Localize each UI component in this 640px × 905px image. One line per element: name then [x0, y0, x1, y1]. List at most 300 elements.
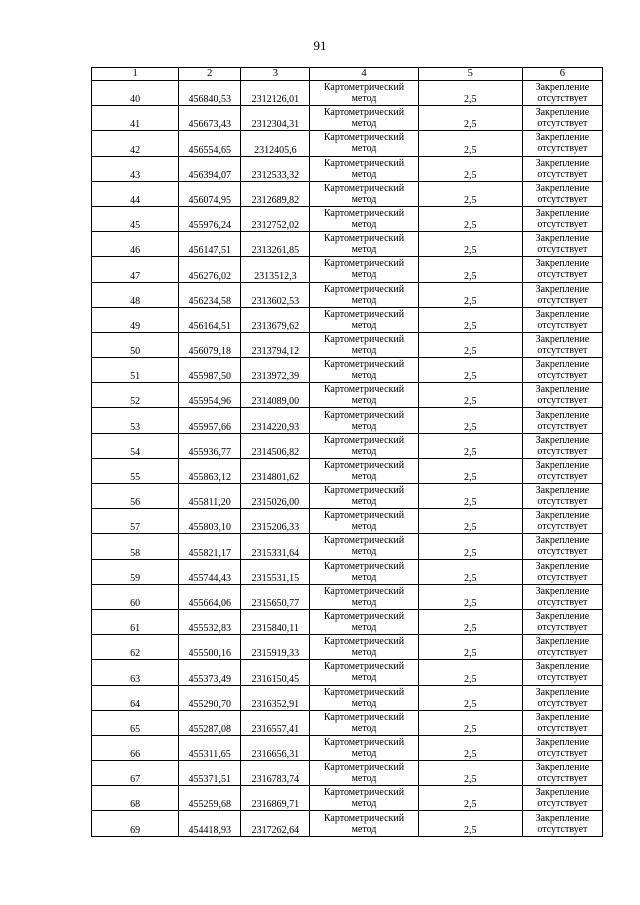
coord-x: 456079,18	[179, 332, 241, 357]
coord-x: 456394,07	[179, 156, 241, 181]
fixation-line-1: Закрепление	[535, 686, 590, 698]
method-line-2: метод	[351, 193, 377, 205]
fixation-line-1: Закрепление	[535, 359, 590, 371]
fixation-line-1: Закрепление	[535, 208, 590, 220]
fixation-line-1: Закрепление	[535, 132, 590, 144]
fixation-line-1: Закрепление	[535, 107, 590, 119]
accuracy-value: 2,5	[418, 710, 522, 735]
table-row	[92, 786, 603, 811]
fixation-line-1: Закрепление	[535, 157, 590, 169]
fixation-line-2: отсутствует	[537, 319, 588, 331]
method-line-2: метод	[351, 118, 377, 130]
fixation-line-2: отсутствует	[537, 93, 588, 105]
fixation-line-2: отсутствует	[537, 722, 588, 734]
point-number: 40	[92, 81, 179, 106]
accuracy-value: 2,5	[418, 106, 522, 131]
fixation-line-1: Закрепление	[535, 611, 590, 623]
method-cell	[310, 282, 418, 307]
fixation-cell	[522, 660, 602, 685]
method-line-2: метод	[351, 496, 377, 508]
header-col-4: 4	[310, 68, 418, 81]
coord-x: 455811,20	[179, 484, 241, 509]
fixation-line-2: отсутствует	[537, 219, 588, 231]
table-row	[92, 484, 603, 509]
point-number: 47	[92, 257, 179, 282]
method-line-2: метод	[351, 344, 377, 356]
fixation-line-1: Закрепление	[535, 485, 590, 497]
fixation-cell	[522, 811, 602, 836]
accuracy-value: 2,5	[418, 811, 522, 836]
fixation-line-2: отсутствует	[537, 596, 588, 608]
coord-y: 2313512,3	[241, 257, 310, 282]
method-cell	[310, 534, 418, 559]
fixation-line-2: отсутствует	[537, 747, 588, 759]
header-col-1: 1	[92, 68, 179, 81]
method-line-2: метод	[351, 672, 377, 684]
fixation-line-1: Закрепление	[535, 736, 590, 748]
table-row	[92, 383, 603, 408]
coord-y: 2314220,93	[241, 408, 310, 433]
method-cell	[310, 660, 418, 685]
method-line-1: Картометрический	[323, 686, 405, 698]
method-cell	[310, 559, 418, 584]
coord-y: 2315331,64	[241, 534, 310, 559]
method-cell	[310, 81, 418, 106]
fixation-cell	[522, 786, 602, 811]
method-cell	[310, 332, 418, 357]
method-line-1: Картометрический	[323, 283, 405, 295]
fixation-line-2: отсутствует	[537, 823, 588, 835]
point-number: 45	[92, 206, 179, 231]
accuracy-value: 2,5	[418, 458, 522, 483]
method-cell	[310, 206, 418, 231]
point-number: 44	[92, 181, 179, 206]
coord-y: 2312304,31	[241, 106, 310, 131]
table-row	[92, 181, 603, 206]
method-line-1: Картометрический	[323, 258, 405, 270]
method-line-2: метод	[351, 445, 377, 457]
fixation-line-1: Закрепление	[535, 82, 590, 94]
fixation-line-1: Закрепление	[535, 434, 590, 446]
method-line-1: Картометрический	[323, 333, 405, 345]
fixation-line-2: отсутствует	[537, 269, 588, 281]
accuracy-value: 2,5	[418, 282, 522, 307]
point-number: 58	[92, 534, 179, 559]
method-line-1: Картометрический	[323, 384, 405, 396]
coord-y: 2312533,32	[241, 156, 310, 181]
method-cell	[310, 761, 418, 786]
fixation-line-2: отсутствует	[537, 143, 588, 155]
method-cell	[310, 735, 418, 760]
method-line-1: Картометрический	[323, 82, 405, 94]
fixation-cell	[522, 609, 602, 634]
table-row	[92, 534, 603, 559]
point-number: 42	[92, 131, 179, 156]
table-row	[92, 206, 603, 231]
method-line-1: Картометрический	[323, 611, 405, 623]
coord-y: 2316869,71	[241, 786, 310, 811]
coord-y: 2312405,6	[241, 131, 310, 156]
point-number: 68	[92, 786, 179, 811]
point-number: 53	[92, 408, 179, 433]
method-line-2: метод	[351, 823, 377, 835]
fixation-line-1: Закрепление	[535, 258, 590, 270]
coord-x: 455863,12	[179, 458, 241, 483]
method-cell	[310, 584, 418, 609]
method-line-1: Картометрический	[323, 485, 405, 497]
fixation-line-2: отсутствует	[537, 546, 588, 558]
method-line-1: Картометрический	[323, 560, 405, 572]
point-number: 51	[92, 358, 179, 383]
accuracy-value: 2,5	[418, 307, 522, 332]
fixation-cell	[522, 332, 602, 357]
accuracy-value: 2,5	[418, 635, 522, 660]
method-cell	[310, 433, 418, 458]
coord-x: 456840,53	[179, 81, 241, 106]
method-cell	[310, 635, 418, 660]
table-row	[92, 811, 603, 836]
table-row	[92, 635, 603, 660]
boundary-points-table	[91, 67, 603, 837]
fixation-line-2: отсутствует	[537, 395, 588, 407]
coord-x: 455936,77	[179, 433, 241, 458]
point-number: 59	[92, 559, 179, 584]
coord-y: 2316656,31	[241, 735, 310, 760]
fixation-cell	[522, 685, 602, 710]
method-line-2: метод	[351, 546, 377, 558]
accuracy-value: 2,5	[418, 660, 522, 685]
method-cell	[310, 307, 418, 332]
method-line-2: метод	[351, 420, 377, 432]
table-row	[92, 433, 603, 458]
accuracy-value: 2,5	[418, 131, 522, 156]
table-row	[92, 559, 603, 584]
coord-y: 2316150,45	[241, 660, 310, 685]
coord-y: 2315840,11	[241, 609, 310, 634]
table-row	[92, 710, 603, 735]
coord-x: 455803,10	[179, 509, 241, 534]
coord-y: 2313261,85	[241, 232, 310, 257]
method-line-2: метод	[351, 622, 377, 634]
fixation-line-1: Закрепление	[535, 233, 590, 245]
method-cell	[310, 131, 418, 156]
coord-y: 2315026,00	[241, 484, 310, 509]
coord-x: 454418,93	[179, 811, 241, 836]
fixation-line-1: Закрепление	[535, 636, 590, 648]
coord-y: 2312752,02	[241, 206, 310, 231]
method-cell	[310, 232, 418, 257]
method-line-1: Картометрический	[323, 661, 405, 673]
method-line-1: Картометрический	[323, 812, 405, 824]
fixation-cell	[522, 584, 602, 609]
method-line-1: Картометрический	[323, 132, 405, 144]
point-number: 46	[92, 232, 179, 257]
fixation-line-1: Закрепление	[535, 535, 590, 547]
point-number: 60	[92, 584, 179, 609]
coord-y: 2316783,74	[241, 761, 310, 786]
coord-y: 2315531,15	[241, 559, 310, 584]
method-line-2: метод	[351, 244, 377, 256]
fixation-line-2: отсутствует	[537, 798, 588, 810]
accuracy-value: 2,5	[418, 685, 522, 710]
fixation-cell	[522, 635, 602, 660]
fixation-line-1: Закрепление	[535, 585, 590, 597]
coord-x: 455664,06	[179, 584, 241, 609]
fixation-line-2: отсутствует	[537, 470, 588, 482]
coord-x: 456276,02	[179, 257, 241, 282]
point-number: 62	[92, 635, 179, 660]
method-cell	[310, 106, 418, 131]
coord-y: 2315650,77	[241, 584, 310, 609]
coord-x: 455987,50	[179, 358, 241, 383]
fixation-cell	[522, 458, 602, 483]
method-cell	[310, 710, 418, 735]
accuracy-value: 2,5	[418, 584, 522, 609]
method-line-2: метод	[351, 370, 377, 382]
method-line-2: метод	[351, 395, 377, 407]
method-cell	[310, 408, 418, 433]
fixation-cell	[522, 282, 602, 307]
accuracy-value: 2,5	[418, 257, 522, 282]
table-row	[92, 761, 603, 786]
method-cell	[310, 458, 418, 483]
accuracy-value: 2,5	[418, 509, 522, 534]
header-row	[92, 68, 603, 81]
coord-y: 2312689,82	[241, 181, 310, 206]
fixation-line-1: Закрепление	[535, 812, 590, 824]
table-row	[92, 257, 603, 282]
fixation-cell	[522, 257, 602, 282]
table-row	[92, 332, 603, 357]
accuracy-value: 2,5	[418, 408, 522, 433]
method-line-1: Картометрический	[323, 308, 405, 320]
coord-x: 455821,17	[179, 534, 241, 559]
fixation-line-1: Закрепление	[535, 510, 590, 522]
method-line-1: Картометрический	[323, 157, 405, 169]
fixation-cell	[522, 710, 602, 735]
method-line-1: Картометрический	[323, 585, 405, 597]
table-row	[92, 685, 603, 710]
fixation-cell	[522, 735, 602, 760]
coord-x: 455954,96	[179, 383, 241, 408]
table-row	[92, 81, 603, 106]
coord-y: 2315206,33	[241, 509, 310, 534]
method-line-1: Картометрический	[323, 510, 405, 522]
method-line-1: Картометрический	[323, 208, 405, 220]
table-row	[92, 408, 603, 433]
table-body	[92, 81, 603, 837]
method-line-1: Картометрический	[323, 359, 405, 371]
fixation-line-2: отсутствует	[537, 496, 588, 508]
point-number: 67	[92, 761, 179, 786]
method-line-2: метод	[351, 722, 377, 734]
point-number: 48	[92, 282, 179, 307]
method-line-1: Картометрический	[323, 711, 405, 723]
method-line-1: Картометрический	[323, 459, 405, 471]
accuracy-value: 2,5	[418, 761, 522, 786]
method-line-1: Картометрический	[323, 182, 405, 194]
fixation-cell	[522, 181, 602, 206]
point-number: 55	[92, 458, 179, 483]
accuracy-value: 2,5	[418, 206, 522, 231]
fixation-line-1: Закрепление	[535, 762, 590, 774]
method-line-2: метод	[351, 697, 377, 709]
fixation-cell	[522, 433, 602, 458]
method-line-2: метод	[351, 521, 377, 533]
coord-x: 456554,65	[179, 131, 241, 156]
fixation-cell	[522, 408, 602, 433]
table-row	[92, 156, 603, 181]
table-row	[92, 358, 603, 383]
coord-x: 455371,51	[179, 761, 241, 786]
header-col-2: 2	[179, 68, 241, 81]
coord-x: 455287,08	[179, 710, 241, 735]
coord-y: 2314506,82	[241, 433, 310, 458]
method-line-1: Картометрический	[323, 434, 405, 446]
header-col-6: 6	[522, 68, 602, 81]
point-number: 69	[92, 811, 179, 836]
method-cell	[310, 685, 418, 710]
coord-x: 455500,16	[179, 635, 241, 660]
accuracy-value: 2,5	[418, 609, 522, 634]
fixation-line-1: Закрепление	[535, 661, 590, 673]
fixation-cell	[522, 509, 602, 534]
method-line-2: метод	[351, 269, 377, 281]
fixation-cell	[522, 358, 602, 383]
method-line-1: Картометрический	[323, 762, 405, 774]
fixation-line-2: отсутствует	[537, 193, 588, 205]
coord-x: 455290,70	[179, 685, 241, 710]
coord-y: 2314089,00	[241, 383, 310, 408]
method-cell	[310, 609, 418, 634]
accuracy-value: 2,5	[418, 232, 522, 257]
method-line-2: метод	[351, 319, 377, 331]
method-cell	[310, 383, 418, 408]
method-cell	[310, 156, 418, 181]
coord-x: 455744,43	[179, 559, 241, 584]
coord-x: 455532,83	[179, 609, 241, 634]
method-line-1: Картометрический	[323, 535, 405, 547]
accuracy-value: 2,5	[418, 534, 522, 559]
coord-y: 2313602,53	[241, 282, 310, 307]
fixation-line-2: отсутствует	[537, 244, 588, 256]
fixation-line-2: отсутствует	[537, 521, 588, 533]
fixation-cell	[522, 761, 602, 786]
point-number: 50	[92, 332, 179, 357]
fixation-line-2: отсутствует	[537, 622, 588, 634]
coord-y: 2312126,01	[241, 81, 310, 106]
method-line-2: метод	[351, 647, 377, 659]
method-cell	[310, 484, 418, 509]
coord-x: 455311,65	[179, 735, 241, 760]
point-number: 64	[92, 685, 179, 710]
coord-x: 456164,51	[179, 307, 241, 332]
table-row	[92, 609, 603, 634]
coord-x: 456074,95	[179, 181, 241, 206]
fixation-line-2: отсутствует	[537, 420, 588, 432]
coord-x: 455957,66	[179, 408, 241, 433]
fixation-line-2: отсутствует	[537, 370, 588, 382]
method-line-2: метод	[351, 219, 377, 231]
coord-x: 455259,68	[179, 786, 241, 811]
fixation-line-2: отсутствует	[537, 118, 588, 130]
table-row	[92, 660, 603, 685]
method-cell	[310, 181, 418, 206]
fixation-line-1: Закрепление	[535, 333, 590, 345]
fixation-line-2: отсутствует	[537, 445, 588, 457]
accuracy-value: 2,5	[418, 559, 522, 584]
fixation-cell	[522, 307, 602, 332]
point-number: 54	[92, 433, 179, 458]
fixation-cell	[522, 81, 602, 106]
fixation-line-1: Закрепление	[535, 384, 590, 396]
point-number: 49	[92, 307, 179, 332]
coord-y: 2314801,62	[241, 458, 310, 483]
point-number: 61	[92, 609, 179, 634]
point-number: 57	[92, 509, 179, 534]
method-line-1: Картометрический	[323, 636, 405, 648]
fixation-line-2: отсутствует	[537, 672, 588, 684]
accuracy-value: 2,5	[418, 81, 522, 106]
fixation-cell	[522, 131, 602, 156]
fixation-cell	[522, 383, 602, 408]
method-line-2: метод	[351, 93, 377, 105]
table-row	[92, 509, 603, 534]
fixation-line-2: отсутствует	[537, 697, 588, 709]
fixation-cell	[522, 156, 602, 181]
method-cell	[310, 786, 418, 811]
method-line-2: метод	[351, 571, 377, 583]
fixation-line-1: Закрепление	[535, 711, 590, 723]
fixation-line-1: Закрепление	[535, 409, 590, 421]
fixation-line-1: Закрепление	[535, 182, 590, 194]
table-row	[92, 458, 603, 483]
fixation-line-1: Закрепление	[535, 308, 590, 320]
method-line-1: Картометрический	[323, 107, 405, 119]
coord-y: 2313794,12	[241, 332, 310, 357]
point-number: 41	[92, 106, 179, 131]
fixation-line-2: отсутствует	[537, 168, 588, 180]
accuracy-value: 2,5	[418, 181, 522, 206]
accuracy-value: 2,5	[418, 332, 522, 357]
header-col-5: 5	[418, 68, 522, 81]
method-line-1: Картометрический	[323, 409, 405, 421]
fixation-line-1: Закрепление	[535, 283, 590, 295]
accuracy-value: 2,5	[418, 383, 522, 408]
method-line-2: метод	[351, 294, 377, 306]
point-number: 52	[92, 383, 179, 408]
coord-y: 2315919,33	[241, 635, 310, 660]
fixation-cell	[522, 559, 602, 584]
point-number: 43	[92, 156, 179, 181]
fixation-line-2: отсутствует	[537, 773, 588, 785]
coord-y: 2317262,64	[241, 811, 310, 836]
method-cell	[310, 358, 418, 383]
fixation-cell	[522, 206, 602, 231]
fixation-cell	[522, 232, 602, 257]
fixation-line-2: отсутствует	[537, 294, 588, 306]
method-line-2: метод	[351, 798, 377, 810]
method-line-1: Картометрический	[323, 736, 405, 748]
page-number: 91	[313, 38, 327, 53]
coord-x: 455976,24	[179, 206, 241, 231]
accuracy-value: 2,5	[418, 156, 522, 181]
accuracy-value: 2,5	[418, 433, 522, 458]
point-number: 66	[92, 735, 179, 760]
coord-y: 2316352,91	[241, 685, 310, 710]
table-row	[92, 131, 603, 156]
method-line-1: Картометрический	[323, 787, 405, 799]
